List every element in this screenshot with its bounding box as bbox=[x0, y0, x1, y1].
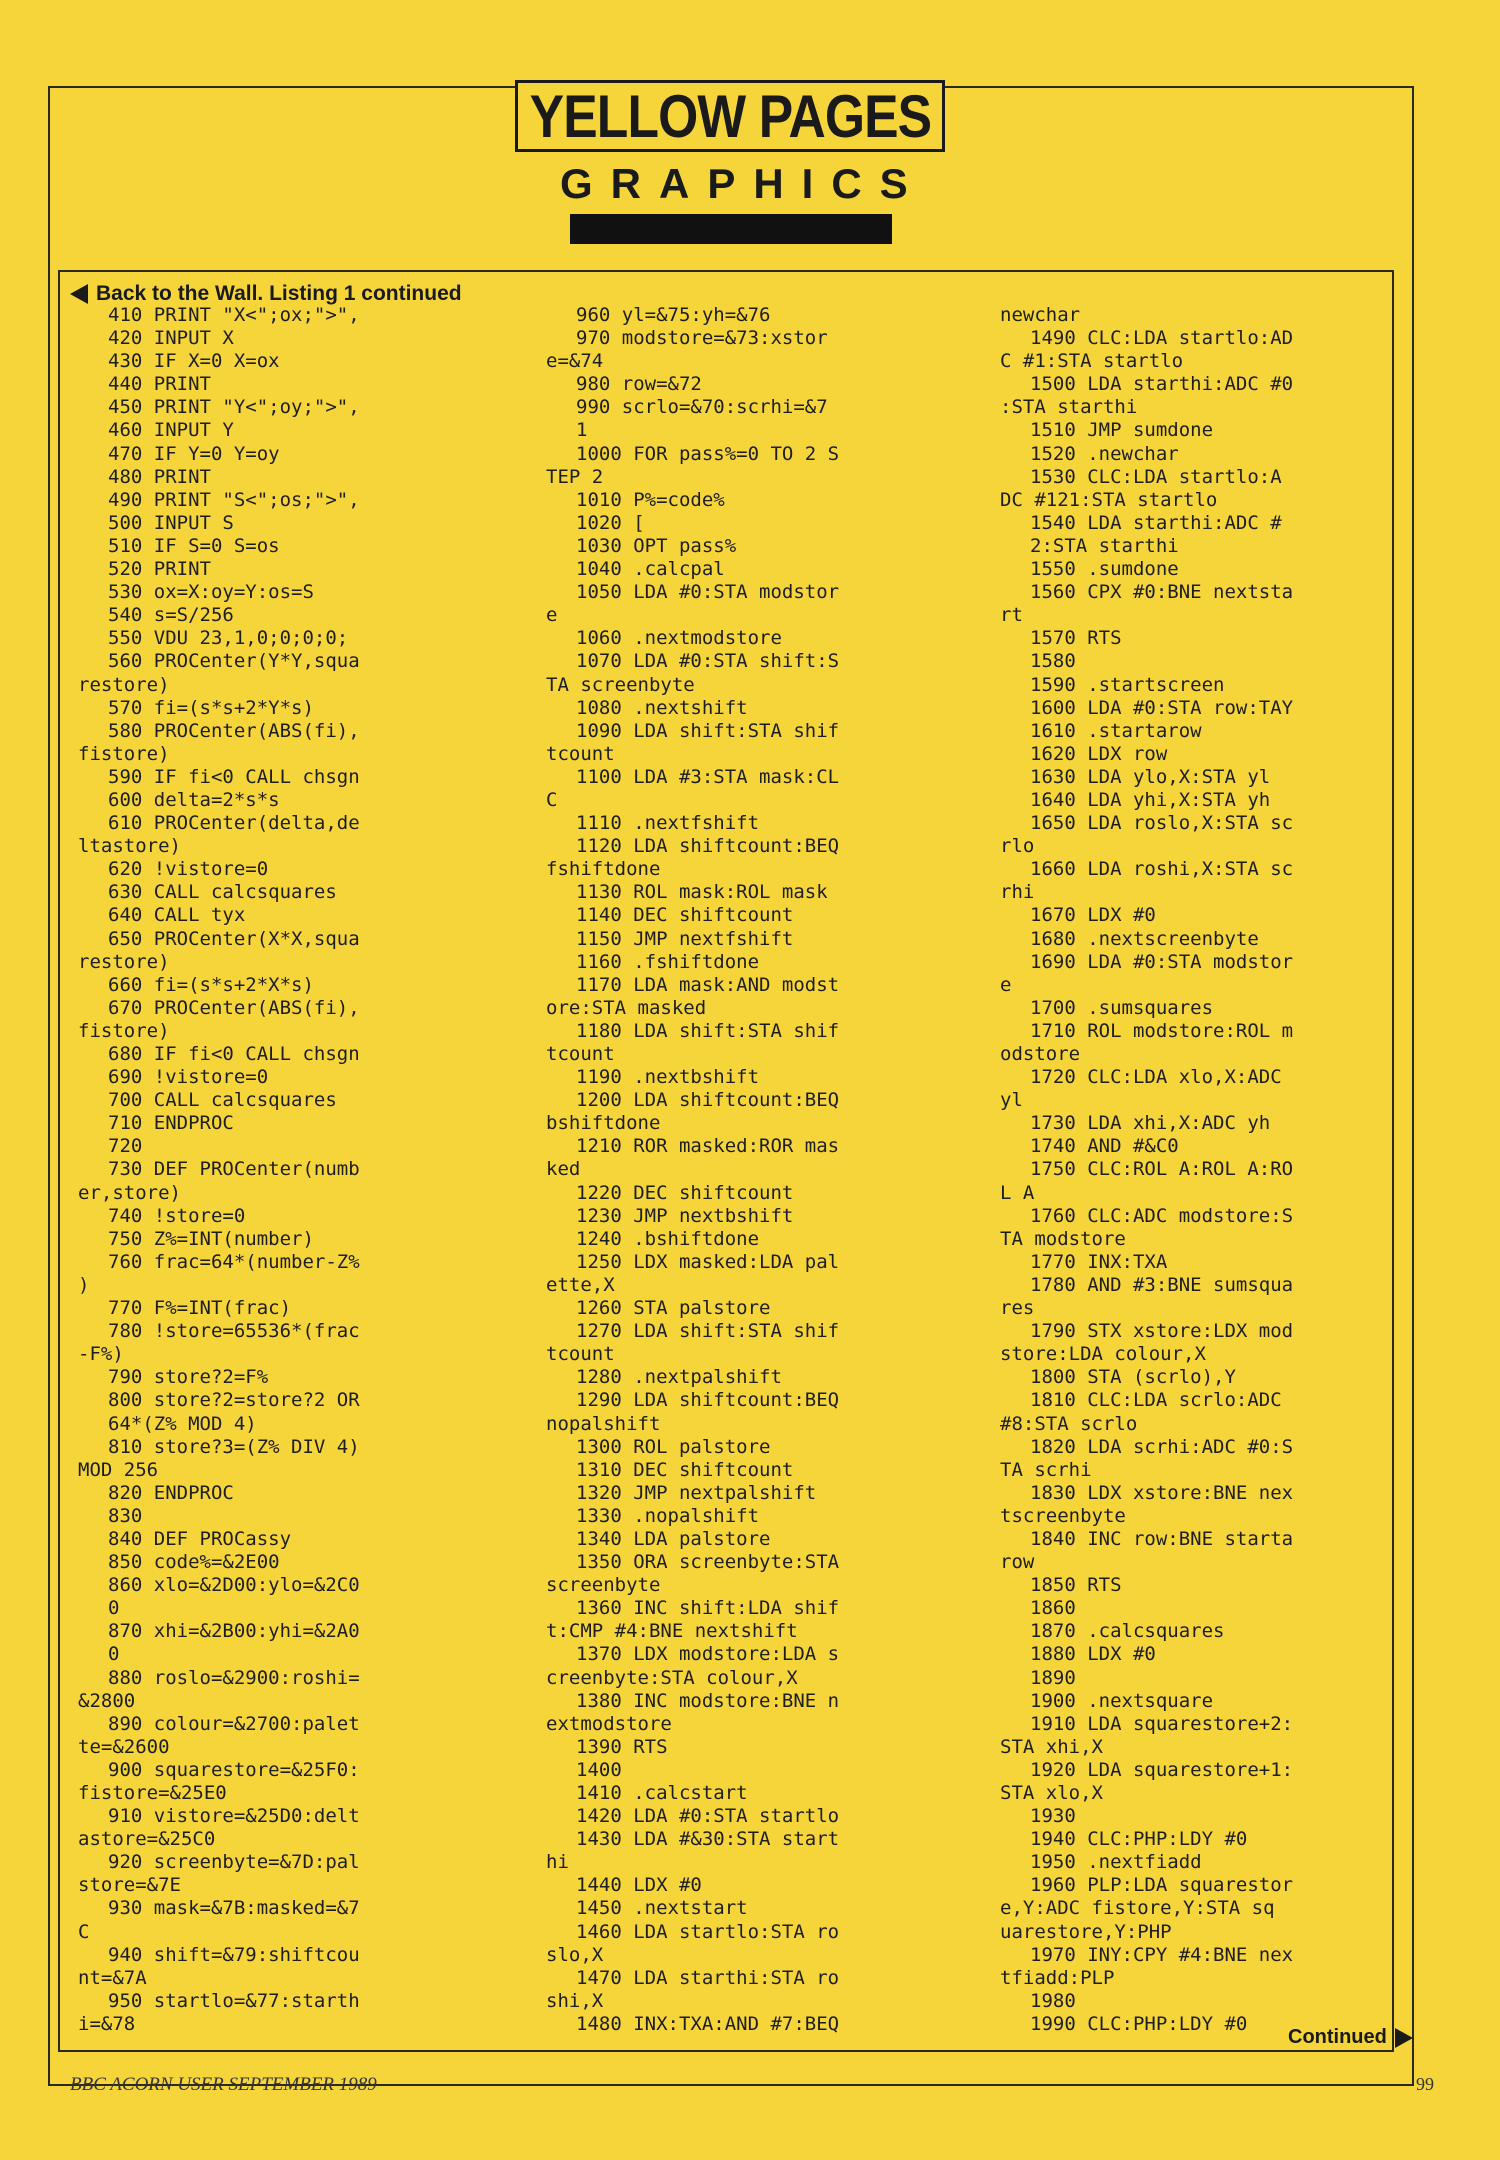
code-line: 0 bbox=[108, 1597, 120, 1620]
code-line: -F%) bbox=[78, 1343, 124, 1366]
arrow-left-icon bbox=[70, 284, 88, 304]
code-line: 870 xhi=&2B00:yhi=&2A0 bbox=[108, 1620, 360, 1643]
code-line: 1510 JMP sumdone bbox=[1030, 419, 1214, 442]
code-line: restore) bbox=[78, 950, 170, 973]
code-line: 2:STA starthi bbox=[1030, 534, 1179, 557]
code-line: er,store) bbox=[78, 1181, 181, 1204]
code-line: 1170 LDA mask:AND modst bbox=[576, 973, 840, 996]
code-line: 610 PROCenter(delta,de bbox=[108, 812, 360, 835]
code-line: 1360 INC shift:LDA shif bbox=[576, 1597, 840, 1620]
code-line: 470 IF Y=0 Y=oy bbox=[108, 442, 280, 465]
code-line: extmodstore bbox=[546, 1712, 672, 1735]
code-line: 1870 .calcsquares bbox=[1030, 1620, 1225, 1643]
code-line: 1780 AND #3:BNE sumsqua bbox=[1030, 1273, 1294, 1296]
code-line: restore) bbox=[78, 673, 170, 696]
code-line: 1150 JMP nextfshift bbox=[576, 927, 794, 950]
code-line: e bbox=[546, 604, 558, 627]
code-line: TEP 2 bbox=[546, 465, 604, 488]
code-line: 1160 .fshiftdone bbox=[576, 950, 760, 973]
code-line: 1380 INC modstore:BNE n bbox=[576, 1689, 840, 1712]
code-line: 1080 .nextshift bbox=[576, 696, 748, 719]
code-line: 1940 CLC:PHP:LDY #0 bbox=[1030, 1828, 1248, 1851]
code-line: 1740 AND #&C0 bbox=[1030, 1135, 1179, 1158]
code-line: 1100 LDA #3:STA mask:CL bbox=[576, 765, 840, 788]
code-line: 1500 LDA starthi:ADC #0 bbox=[1030, 373, 1294, 396]
code-line: ore:STA masked bbox=[546, 996, 707, 1019]
code-line: 1890 bbox=[1030, 1666, 1076, 1689]
code-line: 1280 .nextpalshift bbox=[576, 1366, 782, 1389]
code-line: 1700 .sumsquares bbox=[1030, 996, 1214, 1019]
code-line: 1860 bbox=[1030, 1597, 1076, 1620]
code-line: e bbox=[1000, 973, 1012, 996]
code-line: 1830 LDX xstore:BNE nex bbox=[1030, 1481, 1294, 1504]
code-line: 1210 ROR masked:ROR mas bbox=[576, 1135, 840, 1158]
code-line: 1010 P%=code% bbox=[576, 488, 725, 511]
code-line: STA xlo,X bbox=[1000, 1782, 1103, 1804]
code-line: 1 bbox=[576, 419, 588, 442]
code-line: 1930 bbox=[1030, 1805, 1076, 1828]
code-line: #8:STA scrlo bbox=[1000, 1412, 1138, 1435]
code-line: 1120 LDA shiftcount:BEQ bbox=[576, 835, 840, 858]
code-line: 1260 STA palstore bbox=[576, 1297, 771, 1320]
code-line: 1410 .calcstart bbox=[576, 1782, 748, 1804]
page-title: YELLOW PAGES bbox=[529, 82, 931, 150]
code-line: 900 squarestore=&25F0: bbox=[108, 1758, 360, 1781]
code-line: 580 PROCenter(ABS(fi), bbox=[108, 719, 360, 742]
code-line: 1790 STX xstore:LDX mod bbox=[1030, 1320, 1294, 1343]
code-line: 860 xlo=&2D00:ylo=&2C0 bbox=[108, 1574, 360, 1597]
code-line: 640 CALL tyx bbox=[108, 904, 246, 927]
code-line: 1310 DEC shiftcount bbox=[576, 1458, 794, 1481]
code-line: row bbox=[1000, 1551, 1035, 1574]
code-line: 450 PRINT "Y<";oy;">", bbox=[108, 396, 360, 419]
code-line: screenbyte bbox=[546, 1574, 661, 1597]
code-line: TA scrhi bbox=[1000, 1458, 1092, 1481]
continued-label: Continued bbox=[1288, 2026, 1387, 2048]
code-line: 960 yl=&75:yh=&76 bbox=[576, 304, 771, 326]
code-line: 500 INPUT S bbox=[108, 511, 234, 534]
code-column-2 bbox=[546, 304, 840, 2036]
code-line: tcount bbox=[546, 742, 615, 765]
code-line: 1550 .sumdone bbox=[1030, 558, 1179, 581]
code-line: 1560 CPX #0:BNE nextsta bbox=[1030, 581, 1294, 604]
code-line: :STA starthi bbox=[1000, 396, 1138, 419]
code-line: nopalshift bbox=[546, 1412, 661, 1435]
code-line: 650 PROCenter(X*X,squa bbox=[108, 927, 360, 950]
code-line: 510 IF S=0 S=os bbox=[108, 534, 280, 557]
code-line: 1290 LDA shiftcount:BEQ bbox=[576, 1389, 840, 1412]
code-line: 670 PROCenter(ABS(fi), bbox=[108, 996, 360, 1019]
code-line: e,Y:ADC fistore,Y:STA sq bbox=[1000, 1897, 1275, 1920]
code-line: 750 Z%=INT(number) bbox=[108, 1227, 314, 1250]
code-line: STA xhi,X bbox=[1000, 1735, 1103, 1758]
code-line: 460 INPUT Y bbox=[108, 419, 234, 442]
code-line: 590 IF fi<0 CALL chsgn bbox=[108, 765, 360, 788]
code-line: 540 s=S/256 bbox=[108, 604, 234, 627]
code-line: odstore bbox=[1000, 1043, 1081, 1065]
code-line: 1140 DEC shiftcount bbox=[576, 904, 794, 927]
code-line: &2800 bbox=[78, 1689, 136, 1712]
code-line: 1200 LDA shiftcount:BEQ bbox=[576, 1089, 840, 1112]
code-line: fshiftdone bbox=[546, 858, 661, 881]
code-line: 410 PRINT "X<";ox;">", bbox=[108, 304, 360, 326]
code-line: 1190 .nextbshift bbox=[576, 1066, 760, 1089]
code-line: ked bbox=[546, 1158, 581, 1181]
code-line: te=&2600 bbox=[78, 1735, 170, 1758]
code-line: 1250 LDX masked:LDA pal bbox=[576, 1250, 840, 1273]
code-line: 1330 .nopalshift bbox=[576, 1504, 760, 1527]
section-title: GRAPHICS bbox=[560, 160, 926, 207]
code-line: 1300 ROL palstore bbox=[576, 1435, 771, 1458]
code-line: i=&78 bbox=[78, 2012, 136, 2035]
code-line: 1220 DEC shiftcount bbox=[576, 1181, 794, 1204]
code-line: C bbox=[546, 788, 558, 811]
code-line: 1320 JMP nextpalshift bbox=[576, 1481, 817, 1504]
code-line: 1840 INC row:BNE starta bbox=[1030, 1527, 1294, 1550]
code-line: 1620 LDX row bbox=[1030, 742, 1168, 765]
code-line: 1480 INX:TXA:AND #7:BEQ bbox=[576, 2012, 840, 2035]
code-line: 1660 LDA roshi,X:STA sc bbox=[1030, 858, 1294, 881]
code-line: 520 PRINT bbox=[108, 558, 211, 581]
code-line: C #1:STA startlo bbox=[1000, 350, 1184, 373]
code-line: 790 store?2=F% bbox=[108, 1366, 269, 1389]
code-line: rlo bbox=[1000, 835, 1035, 858]
code-line: 820 ENDPROC bbox=[108, 1481, 234, 1504]
code-line: astore=&25C0 bbox=[78, 1828, 216, 1851]
code-line: 740 !store=0 bbox=[108, 1204, 246, 1227]
code-line: 1610 .startarow bbox=[1030, 719, 1202, 742]
listing-heading bbox=[70, 282, 462, 306]
code-line: 550 VDU 23,1,0;0;0;0; bbox=[108, 627, 349, 650]
code-line: 1240 .bshiftdone bbox=[576, 1227, 760, 1250]
code-line: 1680 .nextscreenbyte bbox=[1030, 927, 1259, 950]
code-line: 830 bbox=[108, 1504, 143, 1527]
code-line: tfiadd:PLP bbox=[1000, 1966, 1115, 1989]
code-line: 630 CALL calcsquares bbox=[108, 881, 337, 904]
code-line: 1600 LDA #0:STA row:TAY bbox=[1030, 696, 1294, 719]
code-line: rhi bbox=[1000, 881, 1035, 904]
code-line: shi,X bbox=[546, 1989, 604, 2012]
code-line: 620 !vistore=0 bbox=[108, 858, 269, 881]
code-line: 970 modstore=&73:xstor bbox=[576, 327, 828, 350]
code-line: 1980 bbox=[1030, 1989, 1076, 2012]
code-line: 1970 INY:CPY #4:BNE nex bbox=[1030, 1943, 1294, 1966]
code-line: 1420 LDA #0:STA startlo bbox=[576, 1805, 840, 1828]
code-line: 1370 LDX modstore:LDA s bbox=[576, 1643, 840, 1666]
code-line: 1130 ROL mask:ROL mask bbox=[576, 881, 828, 904]
code-line: 1400 bbox=[576, 1758, 622, 1781]
code-line: 430 IF X=0 X=ox bbox=[108, 350, 280, 373]
code-line: fistore) bbox=[78, 742, 170, 765]
code-line: nt=&7A bbox=[78, 1966, 147, 1989]
code-line: 1460 LDA startlo:STA ro bbox=[576, 1920, 840, 1943]
code-line: 1540 LDA starthi:ADC # bbox=[1030, 511, 1282, 534]
code-line: 660 fi=(s*s+2*X*s) bbox=[108, 973, 314, 996]
code-line: 1180 LDA shift:STA shif bbox=[576, 1019, 840, 1042]
code-line: ette,X bbox=[546, 1273, 615, 1296]
code-line: 1270 LDA shift:STA shif bbox=[576, 1320, 840, 1343]
code-line: 600 delta=2*s*s bbox=[108, 788, 280, 811]
code-line: 1690 LDA #0:STA modstor bbox=[1030, 950, 1294, 973]
code-line: 1340 LDA palstore bbox=[576, 1527, 771, 1550]
code-line: 810 store?3=(Z% DIV 4) bbox=[108, 1435, 360, 1458]
code-line: 1750 CLC:ROL A:ROL A:RO bbox=[1030, 1158, 1294, 1181]
code-line: tcount bbox=[546, 1343, 615, 1366]
code-line: 1230 JMP nextbshift bbox=[576, 1204, 794, 1227]
code-column-3 bbox=[1000, 304, 1294, 2036]
code-line: store:LDA colour,X bbox=[1000, 1343, 1206, 1366]
code-line: 1350 ORA screenbyte:STA bbox=[576, 1551, 840, 1574]
code-line: 680 IF fi<0 CALL chsgn bbox=[108, 1043, 360, 1065]
publication-footer: BBC ACORN USER SEPTEMBER 1989 bbox=[70, 2074, 377, 2095]
code-line: res bbox=[1000, 1297, 1035, 1320]
code-line: 1000 FOR pass%=0 TO 2 S bbox=[576, 442, 840, 465]
code-line: 1020 [ bbox=[576, 511, 645, 534]
code-line: 1990 CLC:PHP:LDY #0 bbox=[1030, 2012, 1248, 2035]
code-line: 420 INPUT X bbox=[108, 327, 234, 350]
code-line: 1050 LDA #0:STA modstor bbox=[576, 581, 840, 604]
code-line: fistore=&25E0 bbox=[78, 1782, 227, 1804]
code-line: 530 ox=X:oy=Y:os=S bbox=[108, 581, 314, 604]
code-line: 840 DEF PROCassy bbox=[108, 1527, 292, 1550]
code-line: 1920 LDA squarestore+1: bbox=[1030, 1758, 1294, 1781]
code-line: 1960 PLP:LDA squarestor bbox=[1030, 1874, 1294, 1897]
code-line: 0 bbox=[108, 1643, 120, 1666]
code-line: 1910 LDA squarestore+2: bbox=[1030, 1712, 1294, 1735]
code-line: ) bbox=[78, 1273, 90, 1296]
code-line: 570 fi=(s*s+2*Y*s) bbox=[108, 696, 314, 719]
code-line: 890 colour=&2700:palet bbox=[108, 1712, 360, 1735]
code-line: 1040 .calcpal bbox=[576, 558, 725, 581]
code-line: 1090 LDA shift:STA shif bbox=[576, 719, 840, 742]
code-line: 1060 .nextmodstore bbox=[576, 627, 782, 650]
code-line: 710 ENDPROC bbox=[108, 1112, 234, 1135]
code-line: 1770 INX:TXA bbox=[1030, 1250, 1168, 1273]
code-line: 1570 RTS bbox=[1030, 627, 1122, 650]
code-line: slo,X bbox=[546, 1943, 604, 1966]
arrow-right-icon bbox=[1395, 2028, 1413, 2048]
code-line: rt bbox=[1000, 604, 1023, 627]
code-line: 770 F%=INT(frac) bbox=[108, 1297, 292, 1320]
code-line: 1390 RTS bbox=[576, 1735, 668, 1758]
code-line: 1630 LDA ylo,X:STA yl bbox=[1030, 765, 1271, 788]
code-line: fistore) bbox=[78, 1019, 170, 1042]
code-line: yl bbox=[1000, 1089, 1023, 1112]
code-line: 1030 OPT pass% bbox=[576, 534, 737, 557]
code-line: C bbox=[78, 1920, 90, 1943]
code-line: 1110 .nextfshift bbox=[576, 812, 760, 835]
code-line: 1950 .nextfiadd bbox=[1030, 1851, 1202, 1874]
code-line: 980 row=&72 bbox=[576, 373, 702, 396]
code-line: 560 PROCenter(Y*Y,squa bbox=[108, 650, 360, 673]
code-line: 1810 CLC:LDA scrlo:ADC bbox=[1030, 1389, 1282, 1412]
code-line: newchar bbox=[1000, 304, 1081, 326]
code-line: t:CMP #4:BNE nextshift bbox=[546, 1620, 798, 1643]
code-line: creenbyte:STA colour,X bbox=[546, 1666, 798, 1689]
code-line: 690 !vistore=0 bbox=[108, 1066, 269, 1089]
code-line: 490 PRINT "S<";os;">", bbox=[108, 488, 360, 511]
code-line: 1900 .nextsquare bbox=[1030, 1689, 1214, 1712]
code-line: 760 frac=64*(number-Z% bbox=[108, 1250, 360, 1273]
code-line: 1580 bbox=[1030, 650, 1076, 673]
code-line: 440 PRINT bbox=[108, 373, 211, 396]
code-line: DC #121:STA startlo bbox=[1000, 488, 1218, 511]
code-line: store=&7E bbox=[78, 1874, 181, 1897]
code-line: 1670 LDX #0 bbox=[1030, 904, 1156, 927]
code-line: 850 code%=&2E00 bbox=[108, 1551, 280, 1574]
code-line: 990 scrlo=&70:scrhi=&7 bbox=[576, 396, 828, 419]
code-line: 1470 LDA starthi:STA ro bbox=[576, 1966, 840, 1989]
code-line: TA screenbyte bbox=[546, 673, 695, 696]
code-line: 880 roslo=&2900:roshi= bbox=[108, 1666, 360, 1689]
code-line: 1760 CLC:ADC modstore:S bbox=[1030, 1204, 1294, 1227]
code-line: 1850 RTS bbox=[1030, 1574, 1122, 1597]
code-line: 720 bbox=[108, 1135, 143, 1158]
code-line: 1720 CLC:LDA xlo,X:ADC bbox=[1030, 1066, 1282, 1089]
code-line: 1070 LDA #0:STA shift:S bbox=[576, 650, 840, 673]
code-line: ltastore) bbox=[78, 835, 181, 858]
code-line: 1880 LDX #0 bbox=[1030, 1643, 1156, 1666]
code-line: 920 screenbyte=&7D:pal bbox=[108, 1851, 360, 1874]
code-column-1 bbox=[78, 304, 360, 2036]
code-line: hi bbox=[546, 1851, 569, 1874]
code-line: 800 store?2=store?2 OR bbox=[108, 1389, 360, 1412]
code-line: MOD 256 bbox=[78, 1458, 159, 1481]
code-line: 930 mask=&7B:masked=&7 bbox=[108, 1897, 360, 1920]
listing-heading-text: Back to the Wall. Listing 1 continued bbox=[96, 282, 462, 305]
code-line: 1450 .nextstart bbox=[576, 1897, 748, 1920]
code-line: 1520 .newchar bbox=[1030, 442, 1179, 465]
code-line: bshiftdone bbox=[546, 1112, 661, 1135]
code-line: 780 !store=65536*(frac bbox=[108, 1320, 360, 1343]
code-line: TA modstore bbox=[1000, 1227, 1126, 1250]
code-line: 1820 LDA scrhi:ADC #0:S bbox=[1030, 1435, 1294, 1458]
code-line: 64*(Z% MOD 4) bbox=[108, 1412, 257, 1435]
code-line: 1530 CLC:LDA startlo:A bbox=[1030, 465, 1282, 488]
code-line: 1490 CLC:LDA startlo:AD bbox=[1030, 327, 1294, 350]
code-line: 1440 LDX #0 bbox=[576, 1874, 702, 1897]
code-line: 950 startlo=&77:starth bbox=[108, 1989, 360, 2012]
code-line: 1800 STA (scrlo),Y bbox=[1030, 1366, 1236, 1389]
code-line: tscreenbyte bbox=[1000, 1504, 1126, 1527]
page-number: 99 bbox=[1416, 2074, 1434, 2094]
code-line: uarestore,Y:PHP bbox=[1000, 1920, 1172, 1943]
code-line: 1430 LDA #&30:STA start bbox=[576, 1828, 840, 1851]
code-line: tcount bbox=[546, 1043, 615, 1065]
code-line: e=&74 bbox=[546, 350, 604, 373]
code-line: 1590 .startscreen bbox=[1030, 673, 1225, 696]
section-bar bbox=[570, 214, 892, 244]
code-line: L A bbox=[1000, 1181, 1035, 1204]
code-line: 1710 ROL modstore:ROL m bbox=[1030, 1019, 1294, 1042]
code-line: 910 vistore=&25D0:delt bbox=[108, 1805, 360, 1828]
code-line: 730 DEF PROCenter(numb bbox=[108, 1158, 360, 1181]
code-line: 1650 LDA roslo,X:STA sc bbox=[1030, 812, 1294, 835]
code-line: 700 CALL calcsquares bbox=[108, 1089, 337, 1112]
code-line: 480 PRINT bbox=[108, 465, 211, 488]
continued-marker bbox=[1288, 2026, 1413, 2049]
title-box bbox=[515, 80, 945, 152]
code-line: 1730 LDA xhi,X:ADC yh bbox=[1030, 1112, 1271, 1135]
code-line: 940 shift=&79:shiftcou bbox=[108, 1943, 360, 1966]
code-line: 1640 LDA yhi,X:STA yh bbox=[1030, 788, 1271, 811]
